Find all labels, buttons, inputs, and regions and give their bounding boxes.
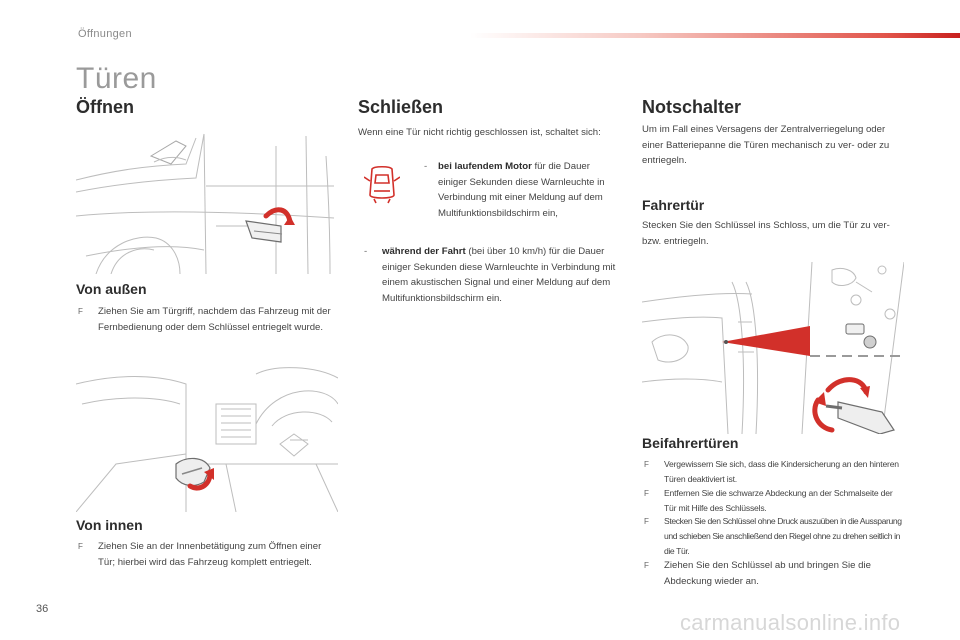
page-title: Türen [76,62,157,95]
door-edge-lock-illustration [642,262,904,434]
page-number: 36 [36,603,49,615]
heading-schliessen: Schließen [358,97,444,117]
door-open-warning-icon [364,165,400,205]
notschalter-intro: Um im Fall eines Versagens der Zentralverriegelung oder einer Batteriepanne die Türen mechanisch zu ver- oder zu entriegeln. [642,124,890,166]
bullet-text: Entfernen Sie die schwarze Abdeckung an der Schmalseite der Tür mit Hilfe des Schlüssels. [664,488,893,513]
schliessen-intro: Wenn eine Tür nicht richtig geschlossen ist, schaltet sich: [358,127,601,138]
heading-fahrertuer: Fahrertür [642,197,705,213]
item-text: (bei über 10 km/h) für die Dauer einiger Sekunden diese Warnleuchte in Verbindung mit einem akustischen Signal und einer Meldung auf dem Multifunktionsbildschirm ein. [382,246,616,304]
bullet-text: Vergewissern Sie sich, dass die Kindersicherung an den hinteren Türen deaktiviert ist. [664,459,899,484]
bullet-symbol: F [644,561,649,570]
interior-door-handle-illustration [76,364,338,512]
bullet-symbol: F [644,489,649,498]
bullet-text: Stecken Sie den Schlüssel ohne Druck auszuüben in die Aussparung und schieben Sie anschließend den Riegel ohne zu drehen seitlich in die Tür. [664,516,902,556]
bullet-text: Ziehen Sie am Türgriff, nachdem das Fahrzeug mit der Fernbedienung oder dem Schlüssel entriegelt wurde. [98,306,331,333]
heading-beifahrertueren: Beifahrertüren [642,435,739,451]
bullet-symbol: F [644,460,649,469]
bullet-symbol: F [78,307,83,316]
heading-von-innen: Von innen [76,517,143,533]
section-label: Öffnungen [78,28,132,40]
bullet-symbol: F [644,517,649,526]
bold-label: bei laufendem Motor [438,161,532,172]
bold-label: während der Fahrt [382,246,466,257]
heading-oeffnen: Öffnen [76,97,134,117]
watermark: carmanualsonline.info [680,610,901,635]
dash: - [424,161,428,172]
dash: - [364,246,368,257]
bullet-symbol: F [78,542,83,551]
item-text: für die Dauer einiger Sekunden diese Warnleuchte in Verbindung mit einer Meldung auf dem Multifunktionsbildschirm ein, [438,161,605,219]
exterior-door-handle-illustration [76,126,336,274]
bullet-text: Ziehen Sie an der Innenbetätigung zum Öffnen einer Tür; hierbei wird das Fahrzeug komplett entriegelt. [98,541,322,568]
header-accent-bar [470,33,960,38]
heading-notschalter: Notschalter [642,97,742,117]
bullet-text: Ziehen Sie den Schlüssel ab und bringen Sie die Abdeckung wieder an. [664,560,871,587]
fahrertuer-text: Stecken Sie den Schlüssel ins Schloss, um die Tür zu ver- bzw. entriegeln. [642,220,890,247]
heading-von-aussen: Von außen [76,281,147,297]
